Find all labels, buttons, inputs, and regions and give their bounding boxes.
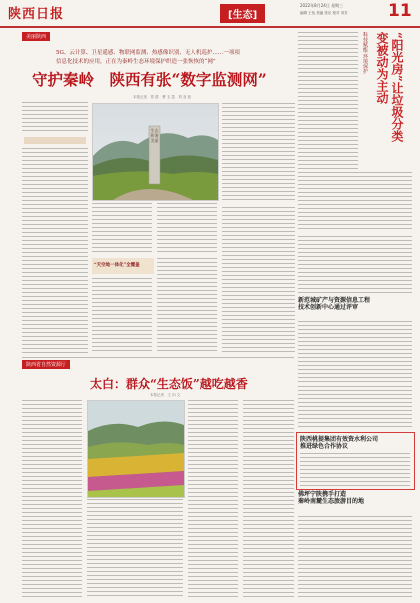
article-text-column bbox=[87, 499, 183, 598]
article-text-column bbox=[222, 207, 295, 353]
small-box-title: “天空地一体化”全覆盖 bbox=[94, 263, 140, 268]
left-inset-label bbox=[24, 137, 86, 144]
right-bottom-box-title-2: 秦岭南麓生态旅游目的地 bbox=[298, 498, 365, 505]
section-divider bbox=[22, 357, 294, 358]
article-text-column bbox=[300, 453, 410, 486]
right-mid-box-title-2: 技术创新中心通过评审 bbox=[298, 304, 359, 311]
right-lower-box-title-1: 陕西桃提集团有效资水利公司 bbox=[300, 436, 379, 443]
bottom-photo-flower-field bbox=[87, 400, 185, 498]
bottom-story-byline: 本报记者 王 向 文 bbox=[150, 393, 181, 397]
article-text-column bbox=[298, 172, 412, 232]
article-text-column bbox=[243, 400, 294, 598]
top-story-subhead-2: 信息化技术的应用，正在为秦岭生态环境保护织造一张恢恢的“网” bbox=[56, 59, 216, 65]
right-feature-title-block bbox=[362, 30, 412, 160]
bottom-story-tag: 陕西省自然资源厅 bbox=[22, 360, 70, 369]
page-number: 11 bbox=[388, 1, 412, 21]
section-label: [生态] bbox=[220, 4, 265, 23]
right-bottom-box-title-1: 佛坪宁陕携手打造 bbox=[298, 491, 347, 498]
article-text-column bbox=[298, 236, 412, 294]
top-story-tag: 美丽陕西 bbox=[22, 32, 50, 41]
article-text-column bbox=[157, 203, 217, 255]
article-text-column bbox=[22, 102, 88, 134]
article-text-column bbox=[298, 32, 358, 170]
photo-monument-sign: 生态 和谐 美丽 bbox=[150, 128, 159, 143]
right-lower-news-box bbox=[296, 432, 415, 490]
right-lower-box-titles bbox=[300, 436, 378, 450]
right-mid-box-title-1: 新范城矿产与资源信息工程 bbox=[298, 297, 371, 304]
right-feature-kicker: 科技赋能·环境保护 bbox=[362, 32, 368, 74]
article-text-column bbox=[92, 203, 152, 255]
main-photo-qinling bbox=[92, 103, 219, 201]
newspaper-logo: 陕西日报 bbox=[8, 7, 65, 22]
article-text-column bbox=[22, 400, 82, 598]
top-story-headline: 守护秦岭 陕西有张“数字监测网” bbox=[32, 70, 267, 89]
right-bottom-news-box bbox=[298, 491, 412, 513]
article-text-column bbox=[298, 321, 412, 383]
article-text-column bbox=[92, 278, 152, 353]
top-story-byline: 本报记者 蔡 甜 曹 玉 盈 刘 亚 茹 bbox=[133, 95, 192, 99]
article-text-column bbox=[298, 386, 412, 430]
article-text-column bbox=[188, 400, 238, 598]
article-text-column bbox=[157, 258, 217, 353]
page-header bbox=[0, 0, 420, 28]
top-story-subhead-1: 5G、云计算、卫星遥感、物联网监测、热感像识别、无人机巡护……一项项 bbox=[56, 50, 240, 56]
article-text-column bbox=[222, 103, 295, 203]
article-text-column bbox=[298, 516, 412, 598]
issue-date: 2022年8月24日 星期三 bbox=[300, 3, 344, 8]
right-mid-news-box bbox=[298, 297, 412, 319]
editors-line: 编辑 王怡 美编 张乐 校对 刘芳 bbox=[300, 11, 348, 15]
right-feature-title: “阳光房”让垃圾分类变被动为主动 bbox=[375, 32, 404, 142]
bottom-story-headline: 太白：群众“生态饭”越吃越香 bbox=[90, 377, 248, 391]
article-text-column bbox=[22, 148, 88, 353]
right-lower-box-title-2: 推进绿色合作协议 bbox=[300, 443, 349, 450]
